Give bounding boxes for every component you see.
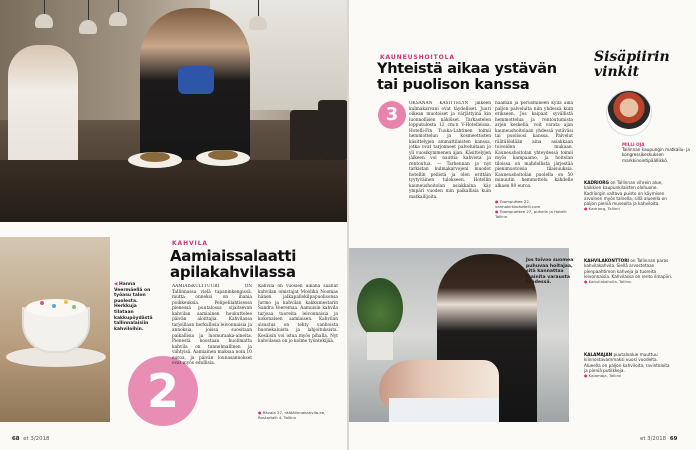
tip-1-head: KADRIORG: [584, 180, 609, 185]
cake-photo-caption: ◀ Hanna Veermäellä on työasu talon puolesta. Herkkuja tilataan kakkupöydästä tallinnalaisiin kahviloihin.: [114, 282, 153, 332]
bottom-article-address: ● Rävala 57, räätälinnakahvila.ee, Rostartalli 4, Tallinn: [258, 410, 326, 420]
top-article-col2: naaman ja perusmineen kyllä aika paljon palveluita niin yhdessä kuin erikseen. Jos kaipaat syvällistä hemmottelua ja rentoutumista arjen keskellä, voit varata ajan kauneushoitolaan yhdessä ystäväsi tai puolisosi kanssa. Palvelut räätälöidään aina asiakkaan toiveiden mukaan. Kauneushoitolan yhteydessä toimii myös kampaamo, ja hoitolan tiloissa on mahdollista järjestää pienimuotoisia tilaisuuksia. Kauneushoitolan puolella on 50 minuutin hemmottelu kahdelle alkaen 80 euroa.: [495, 101, 573, 189]
bottom-article-number-badge: 2: [128, 356, 198, 426]
sidebar-person-role: Tallinnan kaupungin matkailu- ja kongressikeskuksen markkinointipäällikkö.: [622, 147, 690, 163]
tip-2-text: on Tallinnan paras kahvilakahvila. Siellä arvostetaan pienpaahtimon kahveja ja tuoreita leivonnaisia. Kahvilassa on rento ilmapiiri.: [584, 258, 673, 279]
sidebar-tip-2: KAHVILAKONTTORI on Tallinnan paras kahvilakahvila. Siellä arvostetaan pienpaahtimon kahveja ja tuoreita leivonnaisia. Kahvilassa on rento ilmapiiri. ● Kahvilakahvila, Tallinn: [584, 258, 673, 285]
left-issue: et 3/2018: [23, 436, 50, 442]
right-page-number: 69: [669, 436, 678, 442]
tip-2-head: KAHVILAKONTTORI: [584, 258, 629, 263]
sidebar-person-name: MILLI OJA: [622, 142, 645, 147]
top-article-number-badge: 3: [378, 101, 406, 129]
top-address-line2: Toompuettee 27, puhelin ja Hotelli Tallinn: [495, 209, 567, 219]
top-article-address: ● Toomputtee 22, vanhakirkkohotelli.com ● Toompuettee 27, puhelin ja Hotelli Tallinn: [495, 199, 567, 219]
top-article-headline: [377, 62, 587, 93]
bottom-address-line: Rävala 57, räätälinnakahvila.ee, Rostartalli 4, Tallinn: [258, 410, 326, 420]
sidebar-title: [594, 50, 694, 80]
sidebar-title-line1: Sisäpiirin: [594, 49, 670, 65]
top-headline-line2: tai puolison kanssa: [377, 76, 530, 93]
tip-3-text: puutaloalue muuttuu kiinnostavammaksi vuosi vuodelta. Alueella on paljon kahviloita, ravintoloita ja pieniä putiikkeja.: [584, 352, 670, 373]
tip-2-location: Kahvilakahvila, Tallinn: [588, 279, 632, 285]
sidebar-tip-1: KADRIORG on Tallinnan vihrein alue, kaikkien kaupunkilaisten olohuone. Kadriorgin valtava puisto on käymisen arvoinen myös talvella, sillä alueella on paljon pieniä museoita ja kahviloita. ● Kadriorg, Tallinn: [584, 180, 667, 212]
top-article-col1: OKSANAN KÄSITTELYN jälkeen kulmakarvani ovat täydelliset. Juuri oikean muotoiset ja värjättyinä kin luonnollisen näköiset. Tarkastelen lopputulosta 12 cm:n V-Hotelleissa. Hotelli-Fin Tuuka-Lahtinen toimii hemmottelun ja kosmeettisten käsittelyjen ammattilaisten kanssa, jotka ovat tarjonneet palveluitaan jo yli vuosikymmenen ajan. Käsittelyjen jälkeen voi nauttia kahvista ja rentoutua. — Tarkennan ja nyt tarkistan kulmakarvojeni muodot hotellin peilistä ja olen erittäin tyytyväinen tulokseen. Hotellin kauneushoitolan asiakkaina käy ympäri vuoden niin paikallisia kuin matkailijoita.: [409, 101, 491, 200]
cafe-photo: [0, 0, 347, 222]
sidebar-person-photo: [606, 90, 652, 136]
right-folio: [640, 436, 677, 442]
bottom-headline-line1: Aamiaissalaatti: [170, 247, 297, 265]
bottom-article-col1: AAMIAISKULTTUURI ON Tallinnassa vielä tapaninkengissä, mutta onneksi on ihania poikkeuksia. Pelipelilahtisessa pienessä puutalossa sijaitsevan kahvilan aamiainen houkuttelee päivän aloittajia. Kahvilassa tarjoillaan herkullisia leivonnaisia ja annoksia, joissa suositaan paikallisia ja luomuraaka-aineita. Pienestä koostaan huolimatta kahvila on tunnelmallinen ja viihtyisä. Aamiainen maksaa noin 10 euroa, ja päivän lounasannokset ovat myös edullisia.: [172, 284, 252, 366]
left-folio: [12, 436, 49, 442]
right-issue: et 3/2018: [640, 436, 667, 442]
cake-photo: [0, 237, 110, 422]
tip-1-text: on Tallinnan vihrein alue, kaikkien kaupunkilaisten olohuone. Kadriorgin valtava puisto on käymisen arvoinen myös talvella, sillä alueella on paljon pieniä museoita ja kahviloita.: [584, 180, 667, 207]
cake-caption-text: Hanna Veermäellä on työasu talon puolesta. Herkkuja tilataan kakkupöydästä tallinnalaisiin kahviloihin.: [114, 282, 153, 332]
bottom-headline-line2: apilakahvilassa: [170, 263, 296, 281]
top-address-line1: Toomputtee 22, vanhakirkkohotelli.com: [495, 199, 541, 209]
left-page-number: 68: [12, 436, 20, 442]
tip-3-head: KALAMAJAN: [584, 352, 613, 357]
bottom-article-col2: Kahvila on vuosien aikana saanut kahvilan omistajat Moolika Noomas hänen jalkapallokilpapuolisonsa Jarmo ja kahvilan kakkumestarin Sandra Veeremaa. Aamuisin kahvila tarjoaa tuoreita leivonnaisia ja kokonaisen aamiaisen. Kahvilan sisustus on tehty vanhoista huonekaluista ja lahjoituksista. Kesäisin voi istua myös pihalla. Nyt kahvilassa on jo kolme työntekijää.: [258, 284, 338, 344]
tip-1-location: Kadriorg, Tallinn: [588, 206, 620, 212]
sidebar-tip-3: KALAMAJAN puutaloalue muuttuu kiinnostavammaksi vuosi vuodelta. Alueella on paljon kahviloita, ravintoloita ja pieniä putiikkeja. ● Kalamaja, Tallinn: [584, 352, 670, 379]
beauty-photo-caption: Jos toivoo suomea puhuvaa hoitajaa, sitä kannattaa mainita varausta tehdessä.: [526, 258, 574, 286]
bottom-article-headline: [170, 248, 345, 280]
bottom-article-kicker: KAHVILA: [172, 240, 208, 247]
tip-3-location: Kalamaja, Tallinn: [588, 373, 622, 379]
sidebar-title-line2: vinkit: [594, 64, 640, 80]
top-article-kicker: KAUNEUSHOITOLA: [380, 54, 455, 61]
sidebar-byline: [622, 142, 692, 163]
top-headline-line1: Yhteistä aikaa ystävän: [377, 61, 557, 77]
